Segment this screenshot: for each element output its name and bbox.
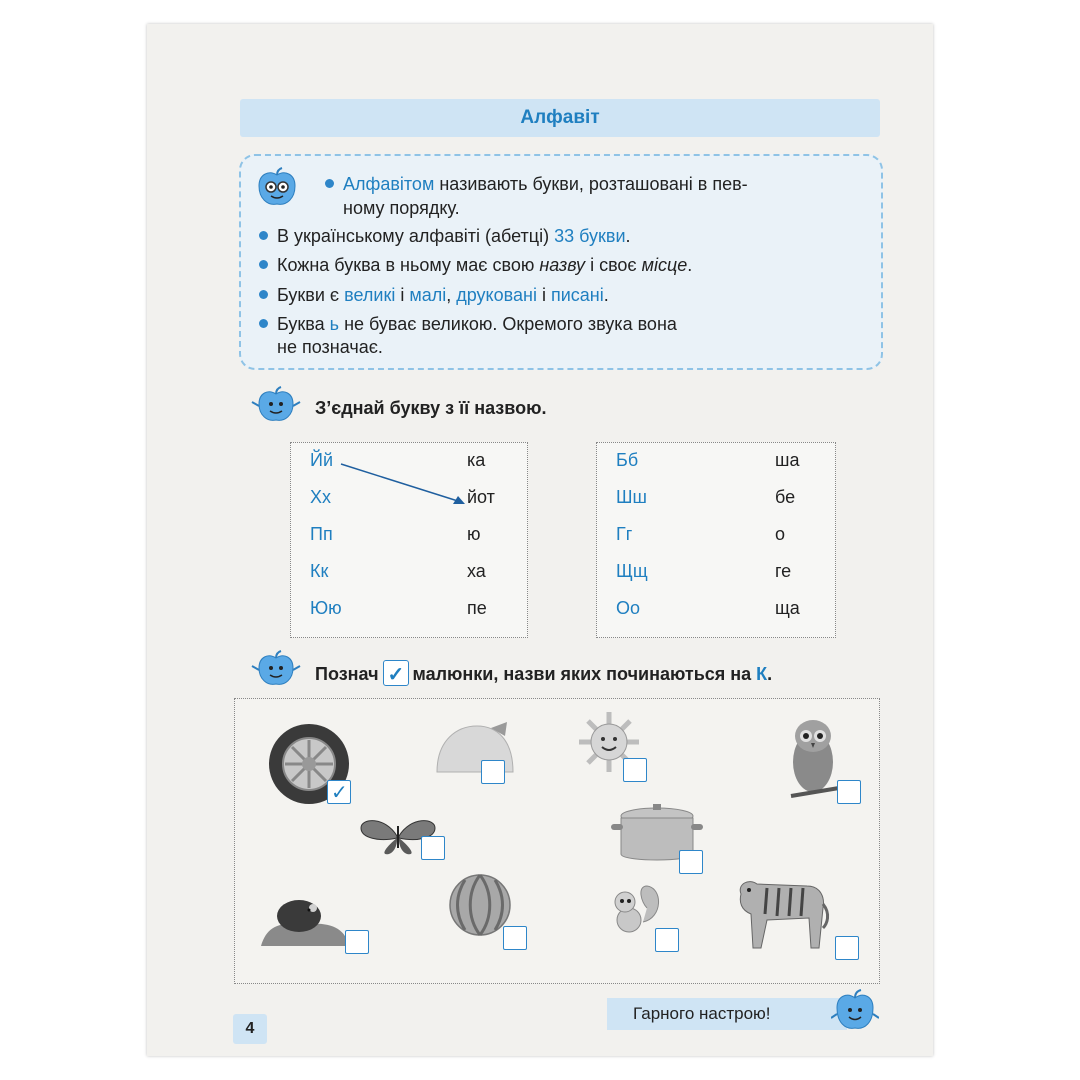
apple-mascot-icon (255, 166, 299, 210)
wheel-checkbox[interactable] (327, 780, 351, 804)
rule-5-cont: не позначає. (277, 337, 383, 357)
rule-5: Буква ь не буває великою. Окремого звука вона (259, 312, 677, 336)
tiger-icon (727, 864, 831, 950)
rule-3: Кожна буква в ньому має свою назву і своє місце. (259, 253, 692, 277)
right-letter-name[interactable]: о (775, 524, 786, 544)
right-letter[interactable]: Шш (616, 487, 647, 507)
rule-1-cont: ному порядку. (343, 198, 460, 218)
melon-slice-checkbox[interactable] (481, 760, 505, 784)
bullet-dot (259, 290, 268, 299)
left-letter-name[interactable]: йот (467, 487, 495, 507)
bullet-dot (325, 179, 334, 188)
butterfly-checkbox[interactable] (421, 836, 445, 860)
left-letter-name[interactable]: ю (467, 524, 481, 544)
left-letter[interactable]: Пп (310, 524, 333, 544)
workbook-page (147, 24, 933, 1056)
mole-icon (259, 886, 351, 948)
left-letter-name[interactable]: пе (467, 598, 487, 618)
bullet-dot (259, 260, 268, 269)
right-letter-name[interactable]: ге (775, 561, 792, 581)
bullet-dot (259, 319, 268, 328)
tiger-checkbox[interactable] (835, 936, 859, 960)
right-letter-name[interactable]: ша (775, 450, 800, 470)
connecting-arrow (337, 460, 477, 512)
right-letter[interactable]: Гг (616, 524, 633, 544)
page-number: 4 (233, 1014, 267, 1044)
rule-4: Букви є великі і малі, друковані і писані. (259, 283, 609, 307)
left-letter[interactable]: Юю (310, 598, 342, 618)
rule-1: Алфавітом називають букви, розташовані в пев- (325, 172, 748, 196)
squirrel-checkbox[interactable] (655, 928, 679, 952)
footer-text: Гарного настрою! (633, 1004, 771, 1023)
sample-checkbox: ✓ (383, 660, 409, 686)
task-1-instruction: З’єднай букву з її назвою. (315, 398, 547, 418)
right-letter-name[interactable]: бе (775, 487, 796, 507)
left-letter-name[interactable]: ха (467, 561, 486, 581)
watermelon-checkbox[interactable] (503, 926, 527, 950)
mole-checkbox[interactable] (345, 930, 369, 954)
left-letter[interactable]: Хх (310, 487, 332, 507)
owl-icon (785, 714, 841, 806)
task-2-instruction: Познач ✓ малюнки, назви яких починаються на К. (315, 662, 772, 688)
apple-mascot-icon (831, 988, 879, 1034)
right-letter[interactable]: Оо (616, 598, 641, 618)
apple-mascot-icon (251, 386, 301, 426)
bullet-dot (259, 231, 268, 240)
sun-checkbox[interactable] (623, 758, 647, 782)
left-letter[interactable]: Йй (310, 450, 333, 470)
left-letter[interactable]: Кк (310, 561, 329, 581)
checkmark-icon: ✓ (331, 782, 348, 804)
right-letter[interactable]: Щщ (616, 561, 648, 581)
right-letter[interactable]: Бб (616, 450, 639, 470)
left-letter-name[interactable]: ка (467, 450, 486, 470)
pot-checkbox[interactable] (679, 850, 703, 874)
right-letter-name[interactable]: ща (775, 598, 800, 618)
apple-mascot-icon (251, 650, 301, 690)
rule-2: В українському алфавіті (абетці) 33 букви. (259, 224, 631, 248)
title-banner (240, 99, 880, 137)
page-title: Алфавіт (520, 107, 600, 128)
owl-checkbox[interactable] (837, 780, 861, 804)
